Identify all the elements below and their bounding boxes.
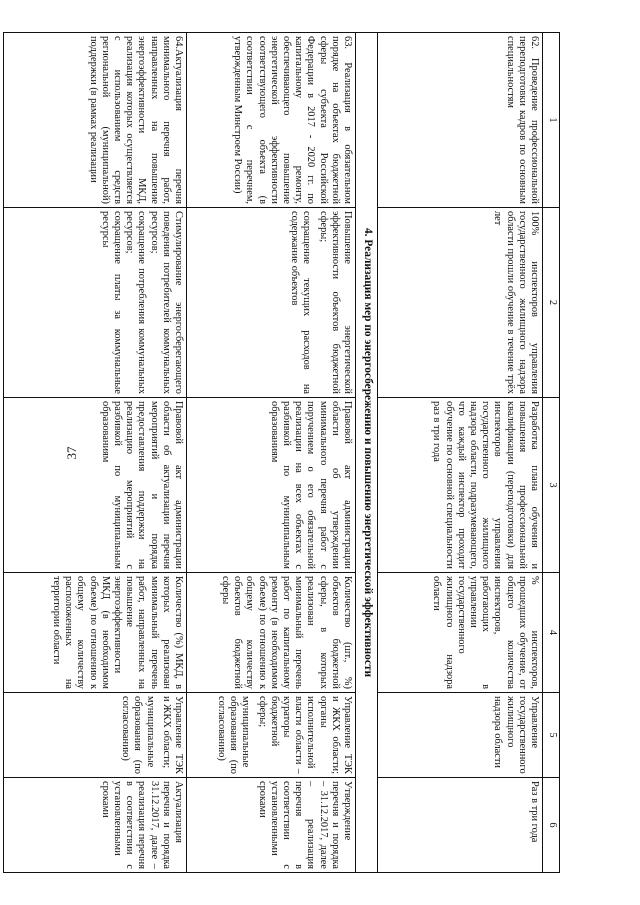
- indicator-cell: % инспекторов, прошедших обучение, от общего количества инспекторов, работающих в управлении государственного жилищного надзора области: [378, 573, 543, 693]
- rotated-page-content: [50, 32, 560, 872]
- responsible-cell: [187, 693, 356, 778]
- action-cell: Правовой акт администрации области об актуализации перечня мероприятий и порядка предоставления поддержки на реализацию мероприятий с разбивкой по муниципальным образованиям: [4, 398, 187, 573]
- responsible-text: муниципальные образования (по согласованию): [215, 696, 252, 774]
- result-text: сокращение потребления коммунальных ресурсов;: [124, 211, 148, 394]
- header-col-5: 5: [543, 693, 560, 778]
- section-title: 4. Реализация мер по энергосбережению и повышению энергетической эффективности: [356, 33, 378, 873]
- result-text: Стимулирование энергосберегающего поведения потребителей коммунальных ресурсов;: [148, 211, 184, 394]
- header-row: [543, 33, 560, 873]
- result-text: сокращение текущих расходов на содержание объектов: [289, 211, 313, 394]
- table-row: [187, 33, 356, 873]
- result-text: сокращение платы за коммунальные ресурсы: [99, 211, 123, 394]
- responsible-cell: [4, 693, 187, 778]
- indicator-cell: Количество (%) МКД, в которых реализован минимальный перечень работ, направленных на повышение энергоэффективности МКД (в необходимом объеме) по отношению к общему количеству расположенных на территории области: [4, 573, 187, 693]
- action-cell: Разработка плана обучения и повышения профессиональной квалификации (переподготовки) для инспекторов управления государственного жилищного надзора области, подразумевающего, что каждый инспектор проходит обучение по основной специальности раз в три года: [378, 398, 543, 573]
- responsible-text: Управление ТЭК и ЖКХ области;: [160, 696, 184, 774]
- measure-cell: 62. Проведение профессиональной переподготовки кадров по основным специальностям: [378, 33, 543, 208]
- table-row: [4, 33, 187, 873]
- section-row: [356, 33, 378, 873]
- deadline-cell: Актуализация перечня и порядка 31.12.2017, далее – реализация перечня в соответствии с установленными сроками: [4, 778, 187, 873]
- header-col-3: 3: [543, 398, 560, 573]
- indicator-cell: Количество (шт., %) объектов бюджетной сферы, в которых реализован минимальный перечень работ по капитальному ремонту (в необходимом объеме) по отношению к общему количеству объектов бюджетной сферы: [187, 573, 356, 693]
- result-cell: 100% инспекторов управления государственного жилищного надзора области прошли обучение в течение трёх лет: [378, 208, 543, 398]
- header-col-2: 2: [543, 208, 560, 398]
- deadline-cell: Раз в три года: [378, 778, 543, 873]
- deadline-cell: Утверждение перечня и порядка – 31.12.2017, далее – реализация перечня в соответствии с установленными сроками: [187, 778, 356, 873]
- result-cell: [4, 208, 187, 398]
- measure-cell: 64.Актуализация перечня минимального перечня работ, направленных на повышение энергоэффективности МКД, реализация которых осуществляется с использованием средств региональной (муниципальной) поддержки (в рамках реализации: [4, 33, 187, 208]
- measure-cell: 63. Реализация в обязательном порядке на объектах бюджетной сферы субъекта Российской Федерации в 2017 - 2020 гг. по капитальному ремонту, обеспечивающего повышение энергетической эффективности соответствующего объекта (в соответствии с перечнем, утвержденным Минстроем России): [187, 33, 356, 208]
- measures-table: [3, 32, 560, 873]
- table-row: [378, 33, 543, 873]
- result-cell: [187, 208, 356, 398]
- responsible-text: муниципальные образования (по согласованию): [120, 696, 156, 774]
- header-col-1: 1: [543, 33, 560, 208]
- responsible-cell: Управление государственного жилищного надзора области: [378, 693, 543, 778]
- action-cell: Правовой акт администрации области об утверждении минимального перечня работ с поручением о его обязательной реализации на всех объектах с разбивкой по муниципальным образованиям: [187, 398, 356, 573]
- responsible-text: Управление ТЭК и ЖКХ области; органы исполнительной власти области – кураторы бюджетной сферы;: [256, 696, 353, 774]
- header-col-4: 4: [543, 573, 560, 693]
- page-number: 37: [64, 446, 79, 460]
- header-col-6: 6: [543, 778, 560, 873]
- result-text: Повышение энергетической эффективности объектов бюджетной сферы;: [317, 211, 353, 394]
